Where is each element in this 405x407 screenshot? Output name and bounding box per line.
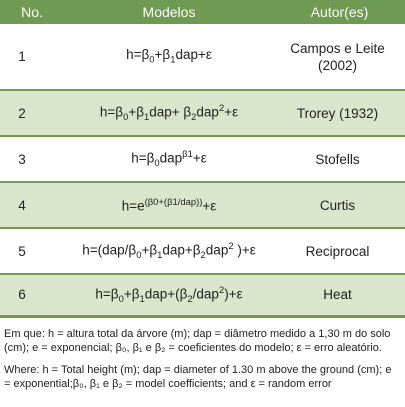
model-formula: $h=\beta_0+\beta_1dap+(\beta_2/dap^2)+\varepsilon$	[95, 284, 243, 305]
table-row	[0, 90, 405, 136]
model-author: Campos e Leite (2002)	[290, 40, 385, 73]
header-authors: Autor(es)	[310, 4, 369, 20]
model-author: Trorey (1932)	[296, 105, 379, 121]
model-author: Heat	[323, 287, 352, 303]
note-english: Where: h = Total height (m); dap = diameter of 1.30 m above the ground (cm); e = exponential;β₀, β₁ e β₂ = model coefficients; and ε = random error	[4, 363, 392, 390]
row-number: 6	[18, 287, 26, 303]
row-number: 2	[18, 105, 26, 121]
table-row	[0, 182, 405, 228]
model-formula: $h=(dap/\beta_0+\beta_1dap+\beta_2dap^2$ )+ε	[82, 240, 256, 262]
header-no: No.	[21, 4, 43, 20]
model-formula: $h=e^{(\beta 0+(\beta 1/dap))}+\varepsilon$	[121, 196, 217, 214]
row-number: 1	[18, 49, 26, 64]
table-row	[0, 24, 405, 90]
row-number: 3	[18, 151, 26, 167]
header-models: Modelos	[142, 4, 196, 20]
model-author: Stofells	[315, 151, 360, 167]
table-row	[0, 136, 405, 182]
model-author: Curtis	[319, 197, 356, 213]
row-number: 5	[18, 243, 26, 259]
table-row	[0, 228, 405, 274]
model-author: Reciprocal	[305, 243, 370, 259]
row-number: 4	[18, 197, 26, 213]
table-row	[0, 274, 405, 316]
note-portuguese: Em que: h = altura total da árvore (m); dap = diâmetro medido a 1,30 m do solo (cm); e = exponencial; β₀, β₁ e β₂ = coeficientes do modelo; ε = erro aleatório.	[4, 327, 391, 354]
model-formula: $h=\beta_0+\beta_1dap+ \beta_2dap^2+\varepsilon$	[99, 102, 239, 124]
table-notes	[0, 318, 405, 391]
model-formula: $h=\beta_0+\beta_1dap+\varepsilon$	[126, 47, 212, 66]
table-header-row	[0, 0, 405, 24]
model-formula: $h=\beta_0dap^{\beta 1}+\varepsilon$	[131, 148, 207, 170]
